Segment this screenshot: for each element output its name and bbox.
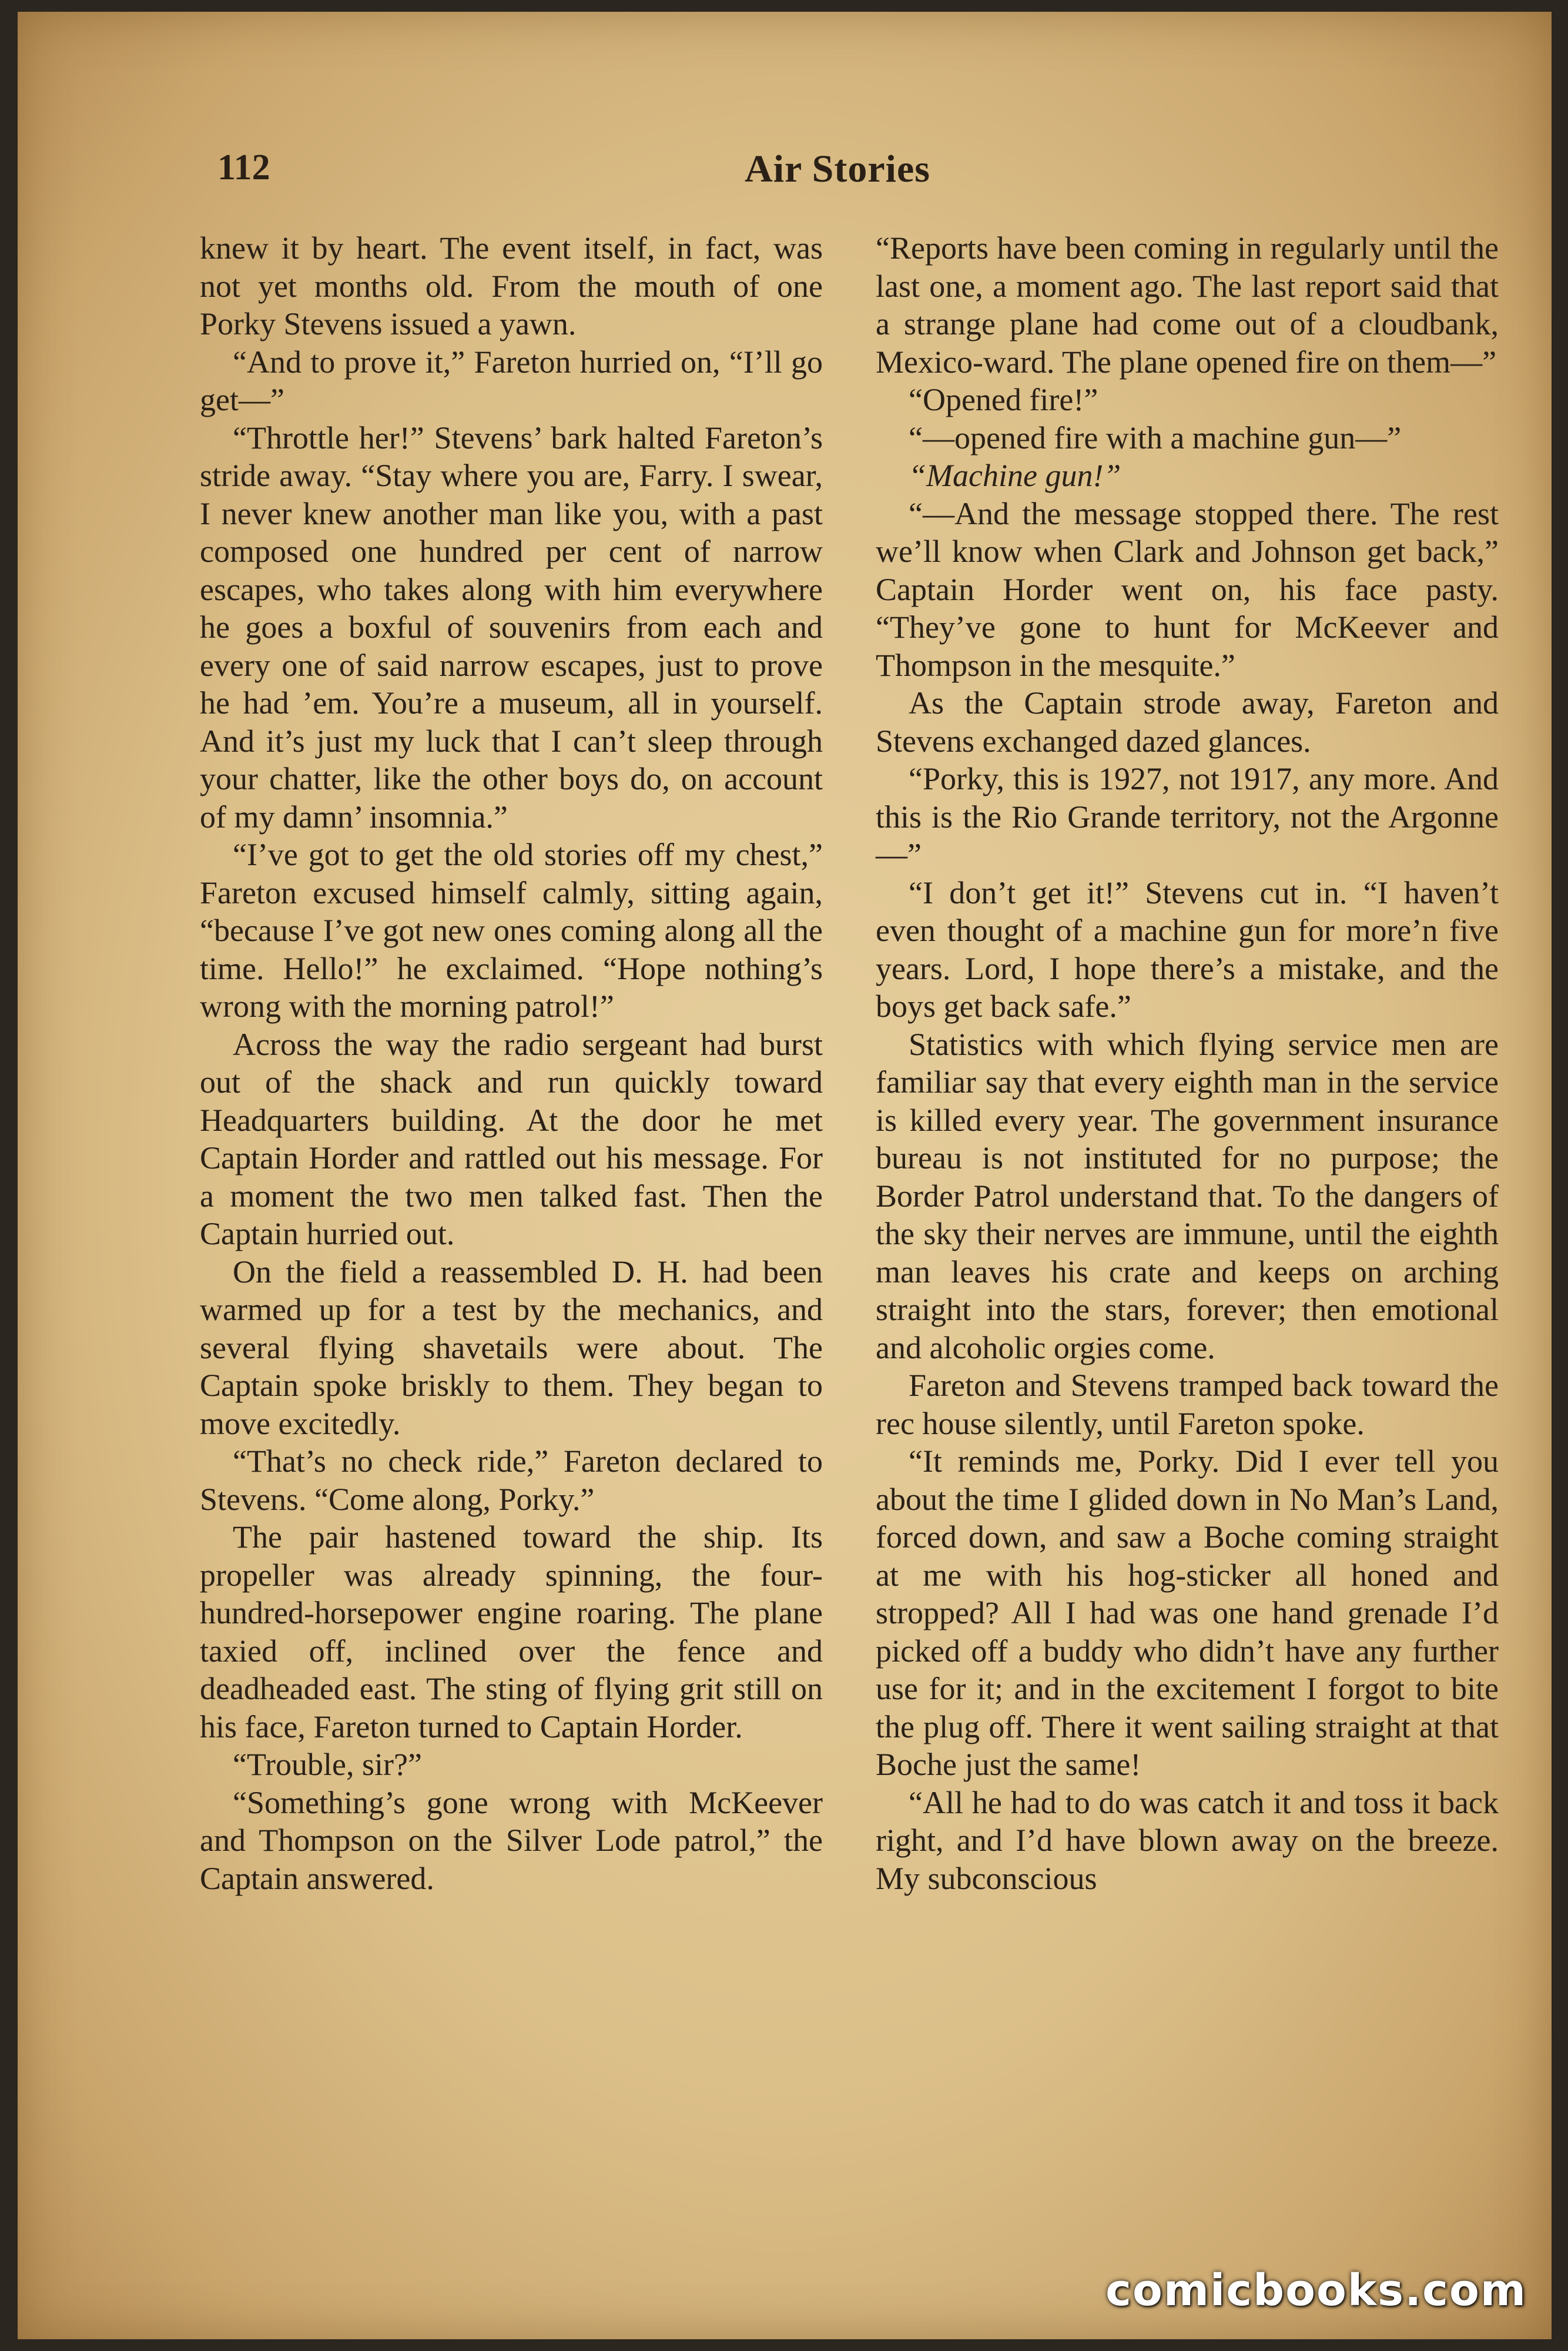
paragraph: “I don’t get it!” Stevens cut in. “I haven’t even thought of a machine gun for more’n five years. Lord, I hope there’s a mistake, and the boys get back safe.”	[876, 875, 1499, 1024]
watermark: comicbooks.com	[1105, 2265, 1527, 2316]
paragraph: “It reminds me, Porky. Did I ever tell you about the time I glided down in No Man’s Land, forced down, and saw a Boche coming straight at me with his hog-sticker all honed and stropped? All I had was one hand grenade I’d picked off a buddy who didn’t have any further use for it; and in the excitement I forgot to bite the plug off. There it went sailing straight at that Boche just the same!	[876, 1444, 1499, 1782]
paragraph: “That’s no check ride,” Fareton declared to Stevens. “Come along, Porky.”	[200, 1444, 823, 1517]
paragraph: As the Captain strode away, Fareton and Stevens exchanged dazed glances.	[876, 685, 1499, 759]
paragraph: “Machine gun!”	[909, 458, 1121, 493]
left-column	[200, 229, 823, 1897]
page-header	[217, 147, 1458, 212]
paragraph: The pair hastened toward the ship. Its propeller was already spinning, the four-hundred-horsepower engine roaring. The plane taxied off, inclined over the fence and deadheaded east. The sting of flying grit still on his face, Fareton turned to Captain Horder.	[200, 1519, 823, 1744]
paragraph: “Opened fire!”	[909, 382, 1098, 417]
right-column	[876, 229, 1499, 1897]
paragraph: On the field a reassembled D. H. had been warmed up for a test by the mechanics, and several flying shavetails were about. The Captain spoke briskly to them. They began to move excitedly.	[200, 1254, 823, 1441]
paragraph: Fareton and Stevens tramped back toward the rec house silently, until Fareton spoke.	[876, 1368, 1499, 1441]
paragraph: Statistics with which flying service men are familiar say that every eighth man in the service is killed every year. The government insurance bureau is not instituted for no purpose; the Border Patrol understand that. To the dangers of the sky their nerves are immune, until the eighth man leaves his crate and keeps on arching straight into the stars, forever; then emotional and alcoholic orgies come.	[876, 1026, 1499, 1365]
book-page	[18, 12, 1552, 2339]
paragraph: Across the way the radio sergeant had burst out of the shack and run quickly toward Headquarters building. At the door he met Captain Horder and rattled out his message. For a moment the two men talked fast. Then the Captain hurried out.	[200, 1026, 823, 1251]
paragraph: “Reports have been coming in regularly until the last one, a moment ago. The last report said that a strange plane had come out of a cloudbank, Mexico-ward. The plane opened fire on them—”	[876, 230, 1499, 380]
paragraph: knew it by heart. The event itself, in fact, was not yet months old. From the mouth of one Porky Stevens issued a yawn.	[200, 230, 823, 341]
paragraph: “And to prove it,” Fareton hurried on, “I’ll go get—”	[200, 344, 823, 417]
paragraph: “Porky, this is 1927, not 1917, any more. And this is the Rio Grande territory, not the Argonne—”	[876, 761, 1499, 872]
paragraph: “Something’s gone wrong with McKeever and Thompson on the Silver Lode patrol,” the Captain answered.	[200, 1784, 823, 1896]
running-title: Air Stories	[745, 148, 930, 190]
paragraph: “—And the message stopped there. The rest we’ll know when Clark and Johnson get back,” Captain Horder went on, his face pasty. “They’ve gone to hunt for McKeever and Thompson in the mesquite.”	[876, 495, 1499, 683]
page-number: 112	[217, 148, 270, 187]
paragraph: “I’ve got to get the old stories off my chest,” Fareton excused himself calmly, sitting again, “because I’ve got new ones coming along all the time. Hello!” he exclaimed. “Hope nothing’s wrong with the morning patrol!”	[200, 837, 823, 1024]
paragraph: “All he had to do was catch it and toss it back right, and I’d have blown away on the breeze. My subconscious	[876, 1784, 1499, 1896]
paragraph: “Trouble, sir?”	[233, 1747, 422, 1782]
paragraph: “Throttle her!” Stevens’ bark halted Fareton’s stride away. “Stay where you are, Farry. I swear, I never knew another man like you, with a past composed one hundred per cent of narrow escapes, who takes along with him everywhere he goes a boxful of souvenirs from each and every one of said narrow escapes, just to prove he had ’em. You’re a museum, all in yourself. And it’s just my luck that I can’t sleep through your chatter, like the other boys do, on account of my damn’ insomnia.”	[200, 420, 823, 835]
paragraph: “—opened fire with a machine gun—”	[909, 420, 1402, 456]
